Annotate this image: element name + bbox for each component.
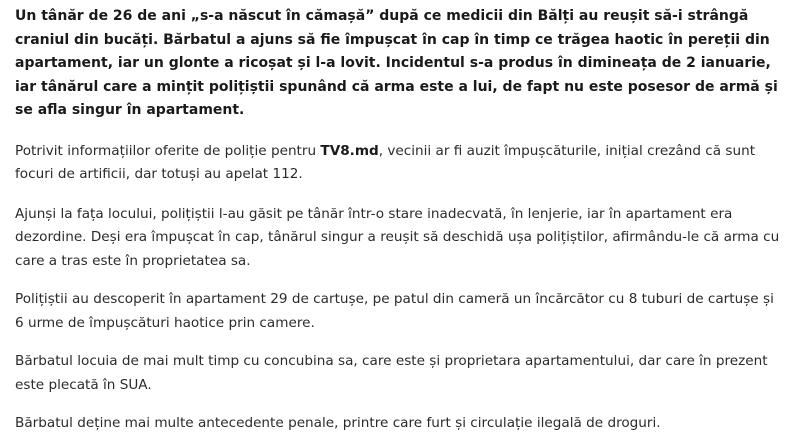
- article-lead: Un tânăr de 26 de ani „s-a născut în cămașă” după ce medicii din Bălți au reușit să-i strângă craniul din bucăți. Bărbatul a ajuns să fie împușcat în cap în timp ce trăgea haotic în pereții din apartament, iar un glonte a ricoșat și l-a lovit. Incidentul s-a produs în dimineața de 2 ianuarie, iar tânărul care a mințit polițiștii spunând că arma este a lui, de fapt nu este posesor de armă și se afla singur în apartament.: [15, 8, 778, 119]
- article-paragraph-evidence: Polițiștii au descoperit în apartament 29 de cartușe, pe patul din cameră un încărcător cu 8 tuburi de cartușe și 6 urme de împușcături haotice prin camere.: [15, 291, 774, 331]
- article-paragraph-residence: Bărbatul locuia de mai mult timp cu concubina sa, care este și proprietara apartamentului, dar care în prezent este plecată în SUA.: [15, 353, 768, 393]
- paragraph-text-after: , vecinii ar fi auzit împușcăturile, inițial crezând că sunt focuri de artificii, dar totuși au apelat 112.: [15, 142, 756, 183]
- source-mention: TV8.md: [320, 142, 379, 159]
- article-paragraph-source: [15, 140, 786, 187]
- article-paragraph-arrival: Ajunși la fața locului, polițiștii l-au găsit pe tânăr într-o stare inadecvată, în lenjerie, iar în apartament era dezordine. Deși era împușcat în cap, tânărul singur a reușit să deschidă ușa polițiștilor, afirmându-le că arma cu care a tras este în proprietatea sa.: [15, 205, 780, 269]
- paragraph-text-before: Potrivit informațiilor oferite de poliție pentru: [15, 142, 321, 159]
- article-paragraph-record: Bărbatul deține mai multe antecedente penale, printre care furt și circulație ilegală de droguri.: [15, 415, 661, 432]
